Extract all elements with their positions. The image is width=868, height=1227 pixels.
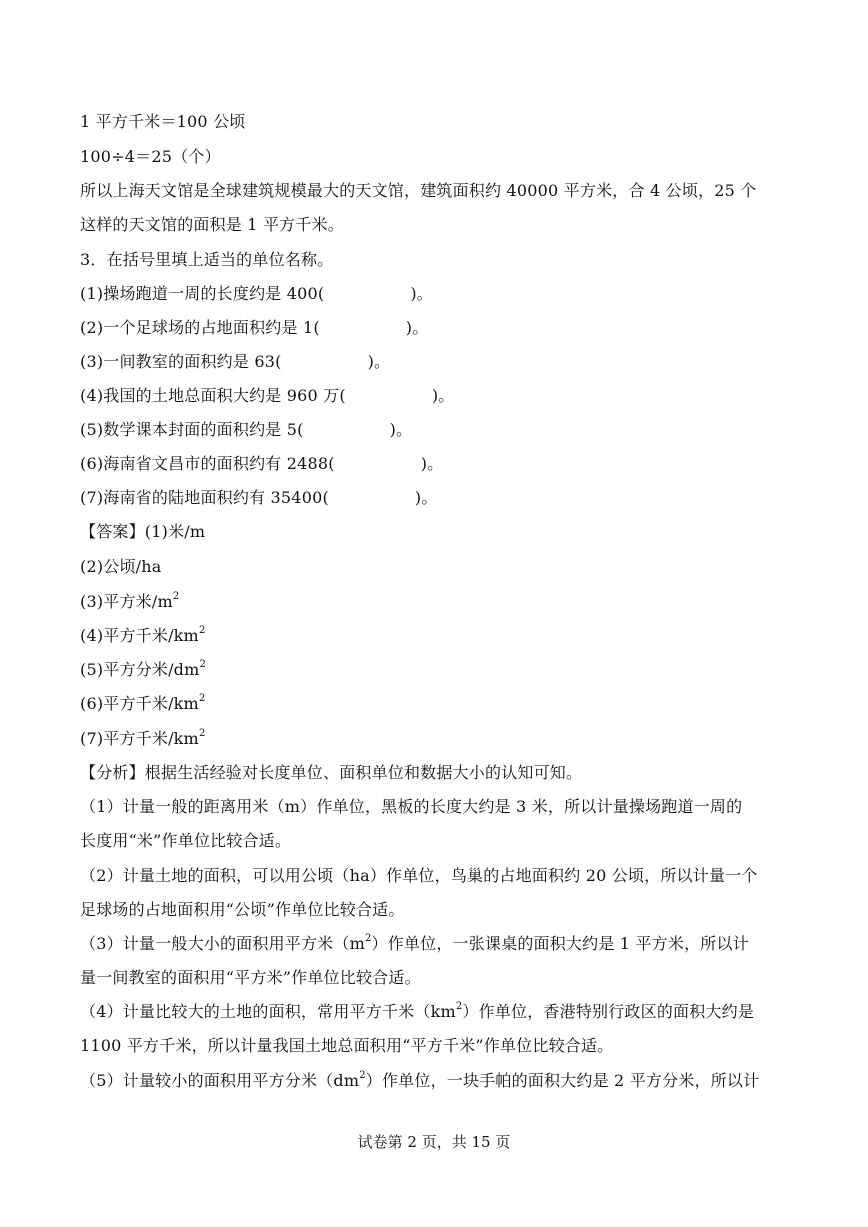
superscript: 2 [364, 932, 372, 944]
question-item [80, 488, 792, 508]
superscript: 2 [198, 692, 206, 704]
analysis-text: （5）计量较小的面积用平方分米（dm [80, 1071, 360, 1090]
question-text: (4)我国的土地总面积大约是 960 万( [80, 386, 346, 405]
question-text: (7)海南省的陆地面积约有 35400( [80, 488, 329, 507]
answer-text: (4)平方千米/km [80, 626, 199, 645]
answer-line [80, 592, 792, 612]
superscript: 2 [455, 1000, 463, 1012]
question-close: )。 [414, 488, 438, 507]
analysis-text: ）作单位，一张课桌的面积大约是 1 平方米，所以计 [371, 934, 749, 953]
superscript: 2 [172, 590, 180, 602]
page-footer: 试卷第 2 页，共 15 页 [357, 1133, 511, 1151]
question-item [80, 454, 792, 474]
analysis-line: 足球场的占地面积用“公顷”作单位比较合适。 [80, 900, 405, 919]
analysis-heading: 【分析】根据生活经验对长度单位、面积单位和数据大小的认知可知。 [80, 763, 583, 782]
question-close: )。 [367, 352, 391, 371]
question-item [80, 352, 792, 372]
answer-text: (6)平方千米/km [80, 694, 199, 713]
question-title: 3．在括号里填上适当的单位名称。 [80, 250, 334, 269]
analysis-line [80, 1071, 792, 1091]
analysis-text: （3）计量一般大小的面积用平方米（m [80, 934, 365, 953]
answer-text: (5)平方分米/dm [80, 660, 200, 679]
question-close: )。 [405, 318, 429, 337]
answer-line [80, 660, 792, 680]
analysis-line: （1）计量一般的距离用米（m）作单位，黑板的长度大约是 3 米，所以计量操场跑道一周的 [80, 797, 743, 816]
analysis-text: ）作单位，一块手帕的面积大约是 2 平方分米，所以计 [365, 1071, 760, 1090]
answer-line [80, 694, 792, 714]
question-close: )。 [420, 454, 444, 473]
answer-text: (7)平方千米/km [80, 729, 199, 748]
text-line: 100÷4＝25（个） [80, 147, 221, 166]
answer-text: (3)平方米/m [80, 592, 173, 611]
analysis-line [80, 934, 792, 954]
question-text: (2)一个足球场的占地面积约是 1( [80, 318, 320, 337]
text-line: 这样的天文馆的面积是 1 平方千米。 [80, 215, 344, 234]
question-item [80, 318, 792, 338]
text-line: 1 平方千米＝100 公顷 [80, 112, 246, 131]
analysis-line: 量一间教室的面积用“平方米”作单位比较合适。 [80, 968, 421, 987]
question-close: )。 [389, 420, 413, 439]
superscript: 2 [198, 624, 206, 636]
question-close: )。 [410, 284, 433, 303]
question-text: (5)数学课本封面的面积约是 5( [80, 420, 304, 439]
question-close: )。 [431, 386, 455, 405]
question-item [80, 284, 792, 304]
text-line: 所以上海天文馆是全球建筑规模最大的天文馆，建筑面积约 40000 平方米，合 4 公顷，25 个 [80, 181, 757, 200]
superscript: 2 [198, 727, 206, 739]
answer-line [80, 729, 792, 749]
question-text: (3)一间教室的面积约是 63( [80, 352, 282, 371]
answer-line: 【答案】(1)米/m [80, 522, 206, 541]
answer-line: (2)公顷/ha [80, 557, 162, 576]
superscript: 2 [359, 1069, 366, 1081]
analysis-text: ）作单位，香港特别行政区的面积大约是 [462, 1002, 755, 1021]
question-item [80, 420, 792, 440]
answer-line [80, 626, 792, 646]
question-text: (6)海南省文昌市的面积约有 2488( [80, 454, 335, 473]
superscript: 2 [199, 658, 207, 670]
analysis-line: （2）计量土地的面积，可以用公顷（ha）作单位，鸟巢的占地面积约 20 公顷，所以计量一个 [80, 866, 758, 885]
question-text: (1)操场跑道一周的长度约是 400( [80, 284, 325, 303]
analysis-line: 1100 平方千米，所以计量我国土地总面积用“平方千米”作单位比较合适。 [80, 1036, 614, 1055]
analysis-text: （4）计量比较大的土地的面积，常用平方千米（km [80, 1002, 456, 1021]
analysis-line [80, 1002, 792, 1022]
analysis-line: 长度用“米”作单位比较合适。 [80, 831, 292, 850]
question-item [80, 386, 792, 406]
